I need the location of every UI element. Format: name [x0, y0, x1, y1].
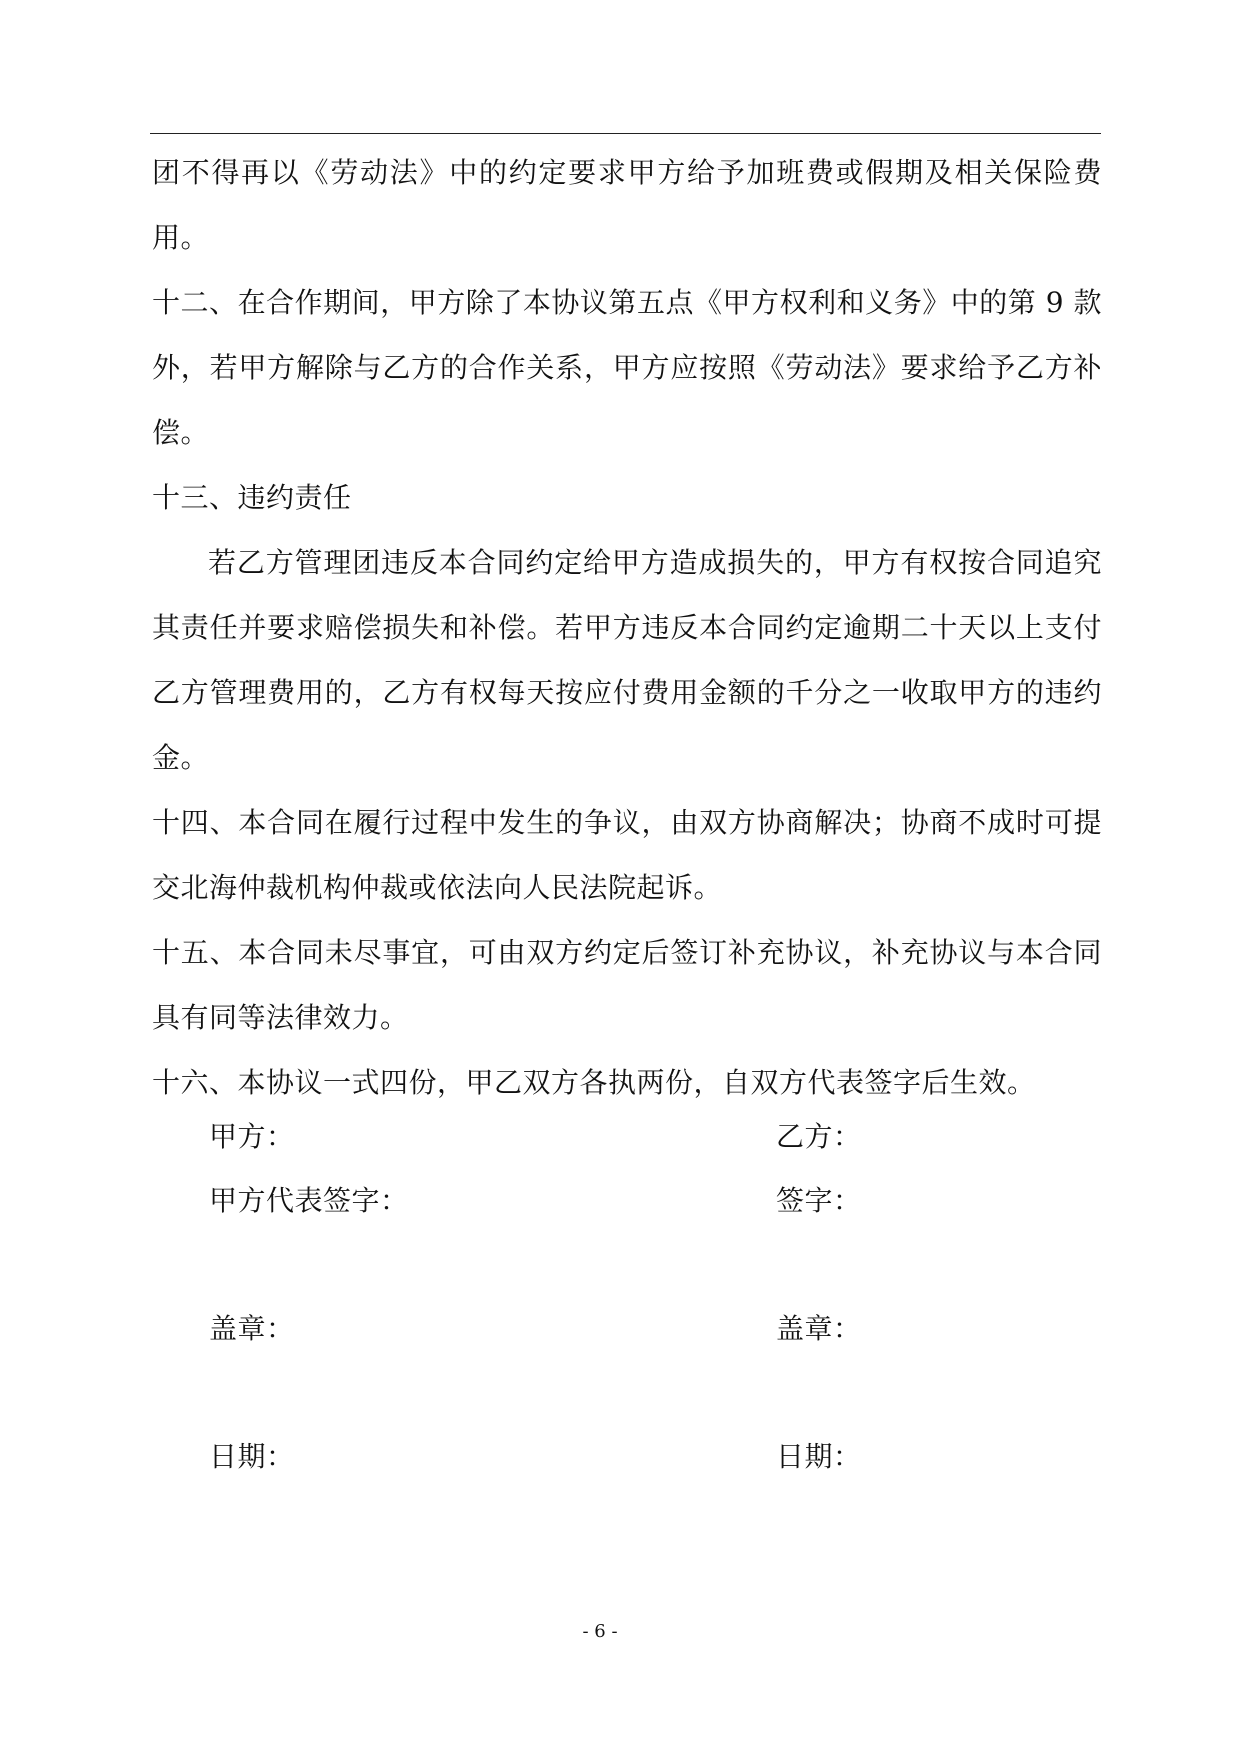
clause-13-body: 若乙方管理团违反本合同约定给甲方造成损失的，甲方有权按合同追究其责任并要求赔偿损失和补偿。若甲方违反本合同约定逾期二十天以上支付乙方管理费用的，乙方有权每天按应付费用金额的千分之一收取甲方的违约金。 — [152, 546, 1102, 774]
party-a-label: 甲方： — [209, 1120, 295, 1153]
paragraph-continuation: 团不得再以《劳动法》中的约定要求甲方给予加班费或假期及相关保险费用。 — [152, 156, 1102, 254]
page-number: - 6 - — [582, 1621, 618, 1642]
party-b-date-label: 日期： — [776, 1440, 862, 1473]
party-a-representative-label: 甲方代表签字： — [209, 1184, 409, 1217]
clause-13-heading: 十三、违约责任 — [152, 481, 352, 514]
party-b-sign-label: 签字： — [776, 1184, 862, 1217]
clause-14: 十四、本合同在履行过程中发生的争议，由双方协商解决；协商不成时可提交北海仲裁机构仲裁或依法向人民法院起诉。 — [152, 806, 1102, 904]
header-rule — [150, 133, 1101, 134]
party-a-seal-label: 盖章： — [209, 1312, 295, 1345]
document-body — [152, 140, 1102, 1115]
party-b-seal-label: 盖章： — [776, 1312, 862, 1345]
party-a-date-label: 日期： — [209, 1440, 295, 1473]
clause-15: 十五、本合同未尽事宜，可由双方约定后签订补充协议，补充协议与本合同具有同等法律效力。 — [152, 936, 1102, 1034]
clause-12: 十二、在合作期间，甲方除了本协议第五点《甲方权利和义务》中的第 9 款外，若甲方解除与乙方的合作关系，甲方应按照《劳动法》要求给予乙方补偿。 — [152, 286, 1102, 449]
clause-16: 十六、本协议一式四份，甲乙双方各执两份，自双方代表签字后生效。 — [152, 1066, 1036, 1099]
party-b-label: 乙方： — [776, 1120, 862, 1153]
